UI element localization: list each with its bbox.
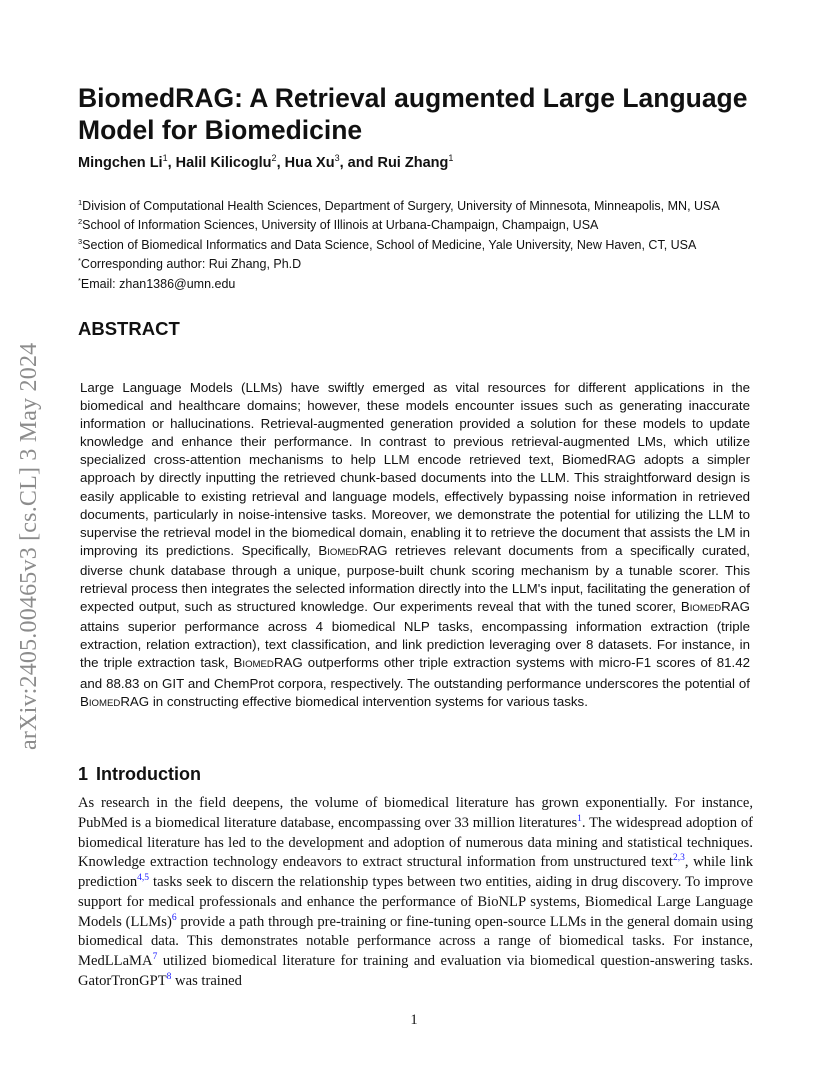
section-heading-introduction	[78, 764, 201, 785]
introduction-body	[78, 794, 753, 992]
author-separator: , and	[339, 154, 378, 171]
method-name: BIOMEDRAG	[680, 599, 750, 615]
author: Mingchen Li	[78, 154, 163, 171]
citation-link[interactable]: 4,5	[137, 873, 150, 884]
affiliation	[78, 195, 758, 214]
method-name: BIOMEDRAG	[80, 693, 150, 709]
affiliation-mark: 3	[78, 236, 83, 246]
citation-link[interactable]: 6	[171, 912, 177, 923]
intro-text: utilized biomedical literature for training and evaluation via biomedical question-answering tasks. GatorTronGPT	[78, 953, 753, 989]
method-name: BIOMEDRAG	[233, 655, 303, 671]
abstract-text: outperforms other triple extraction systems with micro-F1 scores of 81.42 and 88.83 on GIT and ChemProt corpora, respectively. The outstanding performance underscores the potential of	[80, 655, 751, 691]
affiliation-text: Corresponding author: Rui Zhang, Ph.D	[80, 257, 302, 272]
affiliation-text: Section of Biomedical Informatics and Data Science, School of Medicine, Yale University, New Haven, CT, USA	[82, 238, 697, 253]
abstract-body	[80, 379, 750, 713]
affiliation-mark: 1	[78, 198, 83, 207]
affiliation-mark: *	[78, 256, 81, 266]
method-name: BIOMEDRAG	[318, 542, 388, 558]
affiliation	[78, 214, 758, 233]
page-number: 1	[410, 1012, 418, 1028]
intro-text: was trained	[171, 972, 242, 989]
affiliation-text: Division of Computational Health Sciences, Department of Surgery, University of Minnesota, Minneapolis, MN, USA	[82, 199, 720, 214]
affiliation	[78, 234, 758, 253]
affiliation-text: Email: zhan1386@umn.edu	[80, 276, 236, 291]
affiliation	[78, 273, 758, 292]
author: Hua Xu	[284, 154, 335, 171]
citation-link[interactable]: 2,3	[672, 853, 685, 864]
abstract-text: attains superior performance across 4 biomedical NLP tasks, encompassing information extraction (triple extraction, relation extraction), text classification, and link prediction leveraging over 8 datasets. For instance, in the triple extraction task,	[80, 619, 750, 671]
paper-title: BiomedRAG: A Retrieval augmented Large Language Model for Biomedicine	[78, 83, 748, 145]
intro-text: As research in the field deepens, the volume of biomedical literature has grown exponentially. For instance, PubMed is a biomedical literature database, encompassing over 33 million literatures	[78, 795, 753, 831]
author-affiliation-mark: 3	[334, 153, 340, 163]
arxiv-identifier: arXiv:2405.00465v3 [cs.CL] 3 May 2024	[16, 342, 42, 750]
section-title: Introduction	[96, 764, 201, 784]
section-number: 1	[78, 764, 89, 784]
author: Rui Zhang	[377, 154, 449, 171]
author: Halil Kilicoglu	[175, 154, 272, 171]
author-separator: ,	[276, 154, 285, 171]
affiliation-text: School of Information Sciences, University of Illinois at Urbana-Champaign, Champaign, USA	[82, 218, 599, 233]
affiliation	[78, 253, 758, 272]
affiliation-mark: *	[78, 275, 81, 285]
author-list	[78, 153, 453, 171]
abstract-text: Large Language Models (LLMs) have swiftly emerged as vital resources for different applications in the biomedical and healthcare domains; however, these models encounter issues such as generating inaccurate information or hallucinations. Retrieval-augmented generation provided a solution for these models to update knowledge and enhance their performance. In contrast to previous retrieval-augmented LMs, which utilize specialized cross-attention mechanisms to help LLM encode retrieved text, BiomedRAG adopts a simpler approach by directly inputting the retrieved chunk-based documents into the LLM. This straightforward design is easily applicable to existing retrieval and language models, effectively bypassing noise information in retrieved documents, particularly in noise-intensive tasks. Moreover, we demonstrate the potential for utilizing the LLM to supervise the retrieval model in the biomedical domain, enabling it to retrieve the document that assists the LM in improving its predictions. Specifically,	[80, 380, 750, 558]
author-separator: ,	[167, 154, 176, 171]
abstract-text: in constructing effective biomedical intervention systems for various tasks.	[149, 693, 588, 709]
author-affiliation-mark: 1	[448, 153, 454, 163]
affiliation-mark: 2	[78, 217, 83, 227]
author-affiliation-mark: 1	[162, 153, 168, 163]
citation-link[interactable]: 7	[152, 952, 158, 963]
intro-text: provide a path through pre-training or fine-tuning open-source LLMs in the general domain using biomedical data. This demonstrates notable performance across a range of biomedical tasks. For instance, MedLLaMA	[78, 913, 753, 969]
intro-text: , while link prediction	[78, 854, 753, 890]
intro-text: tasks seek to discern the relationship types between two entities, aiding in drug discovery. To improve support for medical professionals and enhance the performance of BioNLP systems, Biomedical Large Language Models (LLMs)	[78, 874, 753, 930]
intro-text: . The widespread adoption of biomedical literature has led to the development and adoption of numerous data mining and statistical techniques. Knowledge extraction technology endeavors to extract structural information from unstructured text	[78, 814, 753, 871]
citation-link[interactable]: 1	[577, 813, 582, 824]
abstract-text: retrieves relevant documents from a specifically curated, diverse chunk database through a unique, purpose-built chunk scoring mechanism by a tunable scorer. This retrieval process then integrates the selected information directly into the LLM's input, facilitating the generation of expected output, such as structured knowledge. Our experiments reveal that with the tuned scorer,	[80, 542, 750, 615]
citation-link[interactable]: 8	[166, 971, 172, 982]
affiliation-list	[78, 195, 758, 292]
author-affiliation-mark: 2	[271, 153, 277, 163]
abstract-heading: ABSTRACT	[78, 318, 180, 339]
